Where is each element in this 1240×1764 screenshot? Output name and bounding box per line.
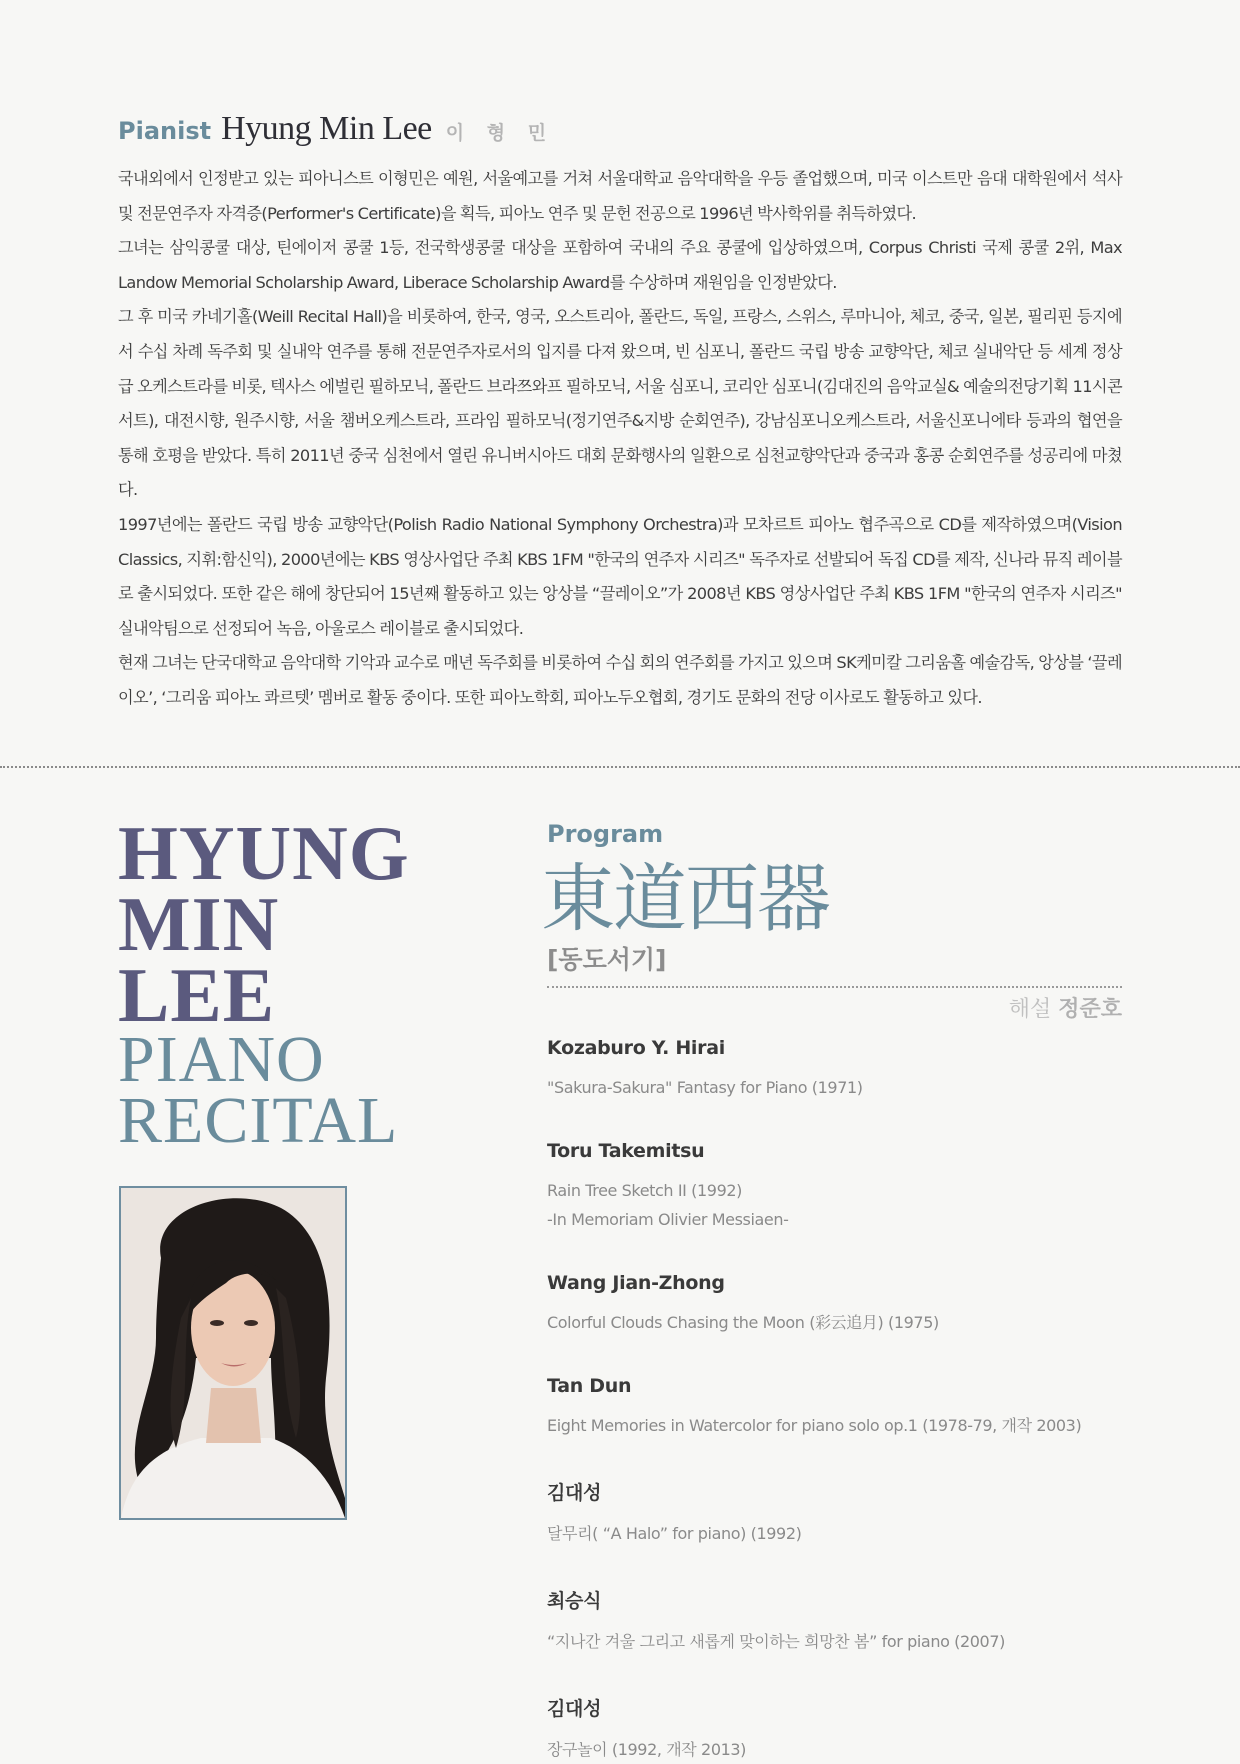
- bio-text: [118, 162, 1122, 716]
- composer-name: Tan Dun: [547, 1375, 632, 1397]
- work-title: Eight Memories in Watercolor for piano solo op.1 (1978-79, 개작 2003): [547, 1416, 1082, 1435]
- program-section: [541, 820, 1122, 1764]
- program-piece: [547, 1586, 1122, 1656]
- commentary-name: 정준호: [1058, 997, 1122, 1022]
- program-title-korean: [동도서기]: [547, 945, 667, 974]
- program-title-hanja: 東道西器: [541, 856, 829, 942]
- composer-name: Wang Jian-Zhong: [547, 1272, 725, 1294]
- program-piece: [547, 1478, 1122, 1548]
- composer-name: Toru Takemitsu: [547, 1140, 705, 1162]
- work-title: “지나간 겨울 그리고 새롭게 맞이하는 희망찬 봄” for piano (2007): [547, 1632, 1005, 1651]
- pianist-name: Hyung Min Lee: [221, 110, 432, 147]
- dotted-divider: [0, 766, 1240, 768]
- bio-paragraph: 1997년에는 폴란드 국립 방송 교향악단(Polish Radio National Symphony Orchestra)과 모차르트 피아노 협주곡으로 CD를 제작하였으며(Vision Classics, 지휘:함신익), 2000년에는 KBS 영상사업단 주최 KBS 1FM "한국의 연주자 시리즈" 독주자로 선발되어 독집 CD를 제작, 신나라 뮤직 레이블로 출시되었다. 또한 같은 해에 창단되어 15년째 활동하고 있는 앙상블 “끌레이오”가 2008년 KBS 영상사업단 주최 KBS 1FM "한국의 연주자 시리즈" 실내악팀으로 선정되어 녹음, 아울로스 레이블로 출시되었다.: [118, 514, 1122, 638]
- bio-header: [118, 110, 1122, 148]
- pianist-label: Pianist: [118, 117, 212, 145]
- work-title: 달무리( “A Halo” for piano) (1992): [547, 1524, 802, 1543]
- work-subtitle: -In Memoriam Olivier Messiaen-: [547, 1210, 789, 1229]
- program-dotted-rule: [547, 986, 1122, 988]
- program-piece: [547, 1037, 1122, 1102]
- composer-name: Kozaburo Y. Hirai: [547, 1037, 725, 1059]
- work-title: 장구놀이 (1992, 개작 2013): [547, 1740, 747, 1759]
- program-label: Program: [547, 820, 664, 848]
- program-piece: [547, 1375, 1122, 1440]
- program-piece: [547, 1140, 1122, 1234]
- title-line: MIN: [118, 880, 280, 967]
- bio-paragraph: 국내외에서 인정받고 있는 피아니스트 이형민은 예원, 서울예고를 거쳐 서울대학교 음악대학을 우등 졸업했으며, 미국 이스트만 음대 대학원에서 석사 및 전문연주자 자격증(Performer's Certificate)을 획득, 피아노 연주 및 문헌 전공으로 1996년 박사학위를 취득하였다.: [118, 169, 1122, 223]
- title-line: PIANO: [118, 1023, 325, 1097]
- pianist-name-korean: 이 형 민: [445, 122, 555, 144]
- program-piece: [547, 1272, 1122, 1337]
- work-title: Colorful Clouds Chasing the Moon (彩云追月) (1975): [547, 1313, 939, 1332]
- recital-title: [118, 810, 410, 1158]
- title-line: RECITAL: [118, 1084, 399, 1158]
- biography-section: [118, 110, 1122, 716]
- commentary-label: 해설: [1008, 997, 1052, 1022]
- bio-paragraph: 현재 그녀는 단국대학교 음악대학 기악과 교수로 매년 독주회를 비롯하여 수십 회의 연주회를 가지고 있으며 SK케미칼 그리움홀 예술감독, 앙상블 ‘끌레이오’, ‘그리움 피아노 콰르텟’ 멤버로 활동 중이다. 또한 피아노학회, 피아노두오협회, 경기도 문화의 전당 이사로도 활동하고 있다.: [118, 653, 1122, 707]
- work-title: Rain Tree Sketch II (1992): [547, 1181, 742, 1200]
- portrait-illustration: [121, 1188, 345, 1518]
- pianist-photo: [119, 1186, 347, 1520]
- bio-paragraph: 그녀는 삼익콩쿨 대상, 틴에이저 콩쿨 1등, 전국학생콩쿨 대상을 포함하여 국내의 주요 콩쿨에 입상하였으며, Corpus Christi 국제 콩쿨 2위, Max Landow Memorial Scholarship Award, Liberace Scholarship Award를 수상하며 재원임을 인정받았다.: [118, 238, 1122, 292]
- work-title: "Sakura-Sakura" Fantasy for Piano (1971): [547, 1078, 863, 1097]
- title-line: LEE: [118, 951, 276, 1038]
- commentary-credit: [547, 992, 1122, 1023]
- bio-paragraph: 그 후 미국 카네기홀(Weill Recital Hall)을 비롯하여, 한국, 영국, 오스트리아, 폴란드, 독일, 프랑스, 스위스, 루마니아, 체코, 중국, 일본, 필리핀 등지에서 수십 차례 독주회 및 실내악 연주를 통해 전문연주자로서의 입지를 다져 왔으며, 빈 심포니, 폴란드 국립 방송 교향악단, 체코 실내악단 등 세계 정상급 오케스트라를 비롯, 텍사스 에벌린 필하모닉, 폴란드 브라쯔와프 필하모닉, 서울 심포니, 코리안 심포니(김대진의 음악교실& 예술의전당기획 11시콘서트), 대전시향, 원주시향, 서울 챔버오케스트라, 프라임 필하모닉(정기연주&지방 순회연주), 강남심포니오케스트라, 서울신포니에타 등과의 협연을 통해 호평을 받았다. 특히 2011년 중국 심천에서 열린 유니버시아드 대회 문화행사의 일환으로 심천교향악단과 중국과 홍콩 순회연주를 성공리에 마쳤다.: [118, 307, 1122, 500]
- title-line: HYUNG: [118, 810, 410, 896]
- composer-name: 최승식: [547, 1590, 602, 1612]
- composer-name: 김대성: [547, 1698, 602, 1720]
- composer-name: 김대성: [547, 1482, 602, 1504]
